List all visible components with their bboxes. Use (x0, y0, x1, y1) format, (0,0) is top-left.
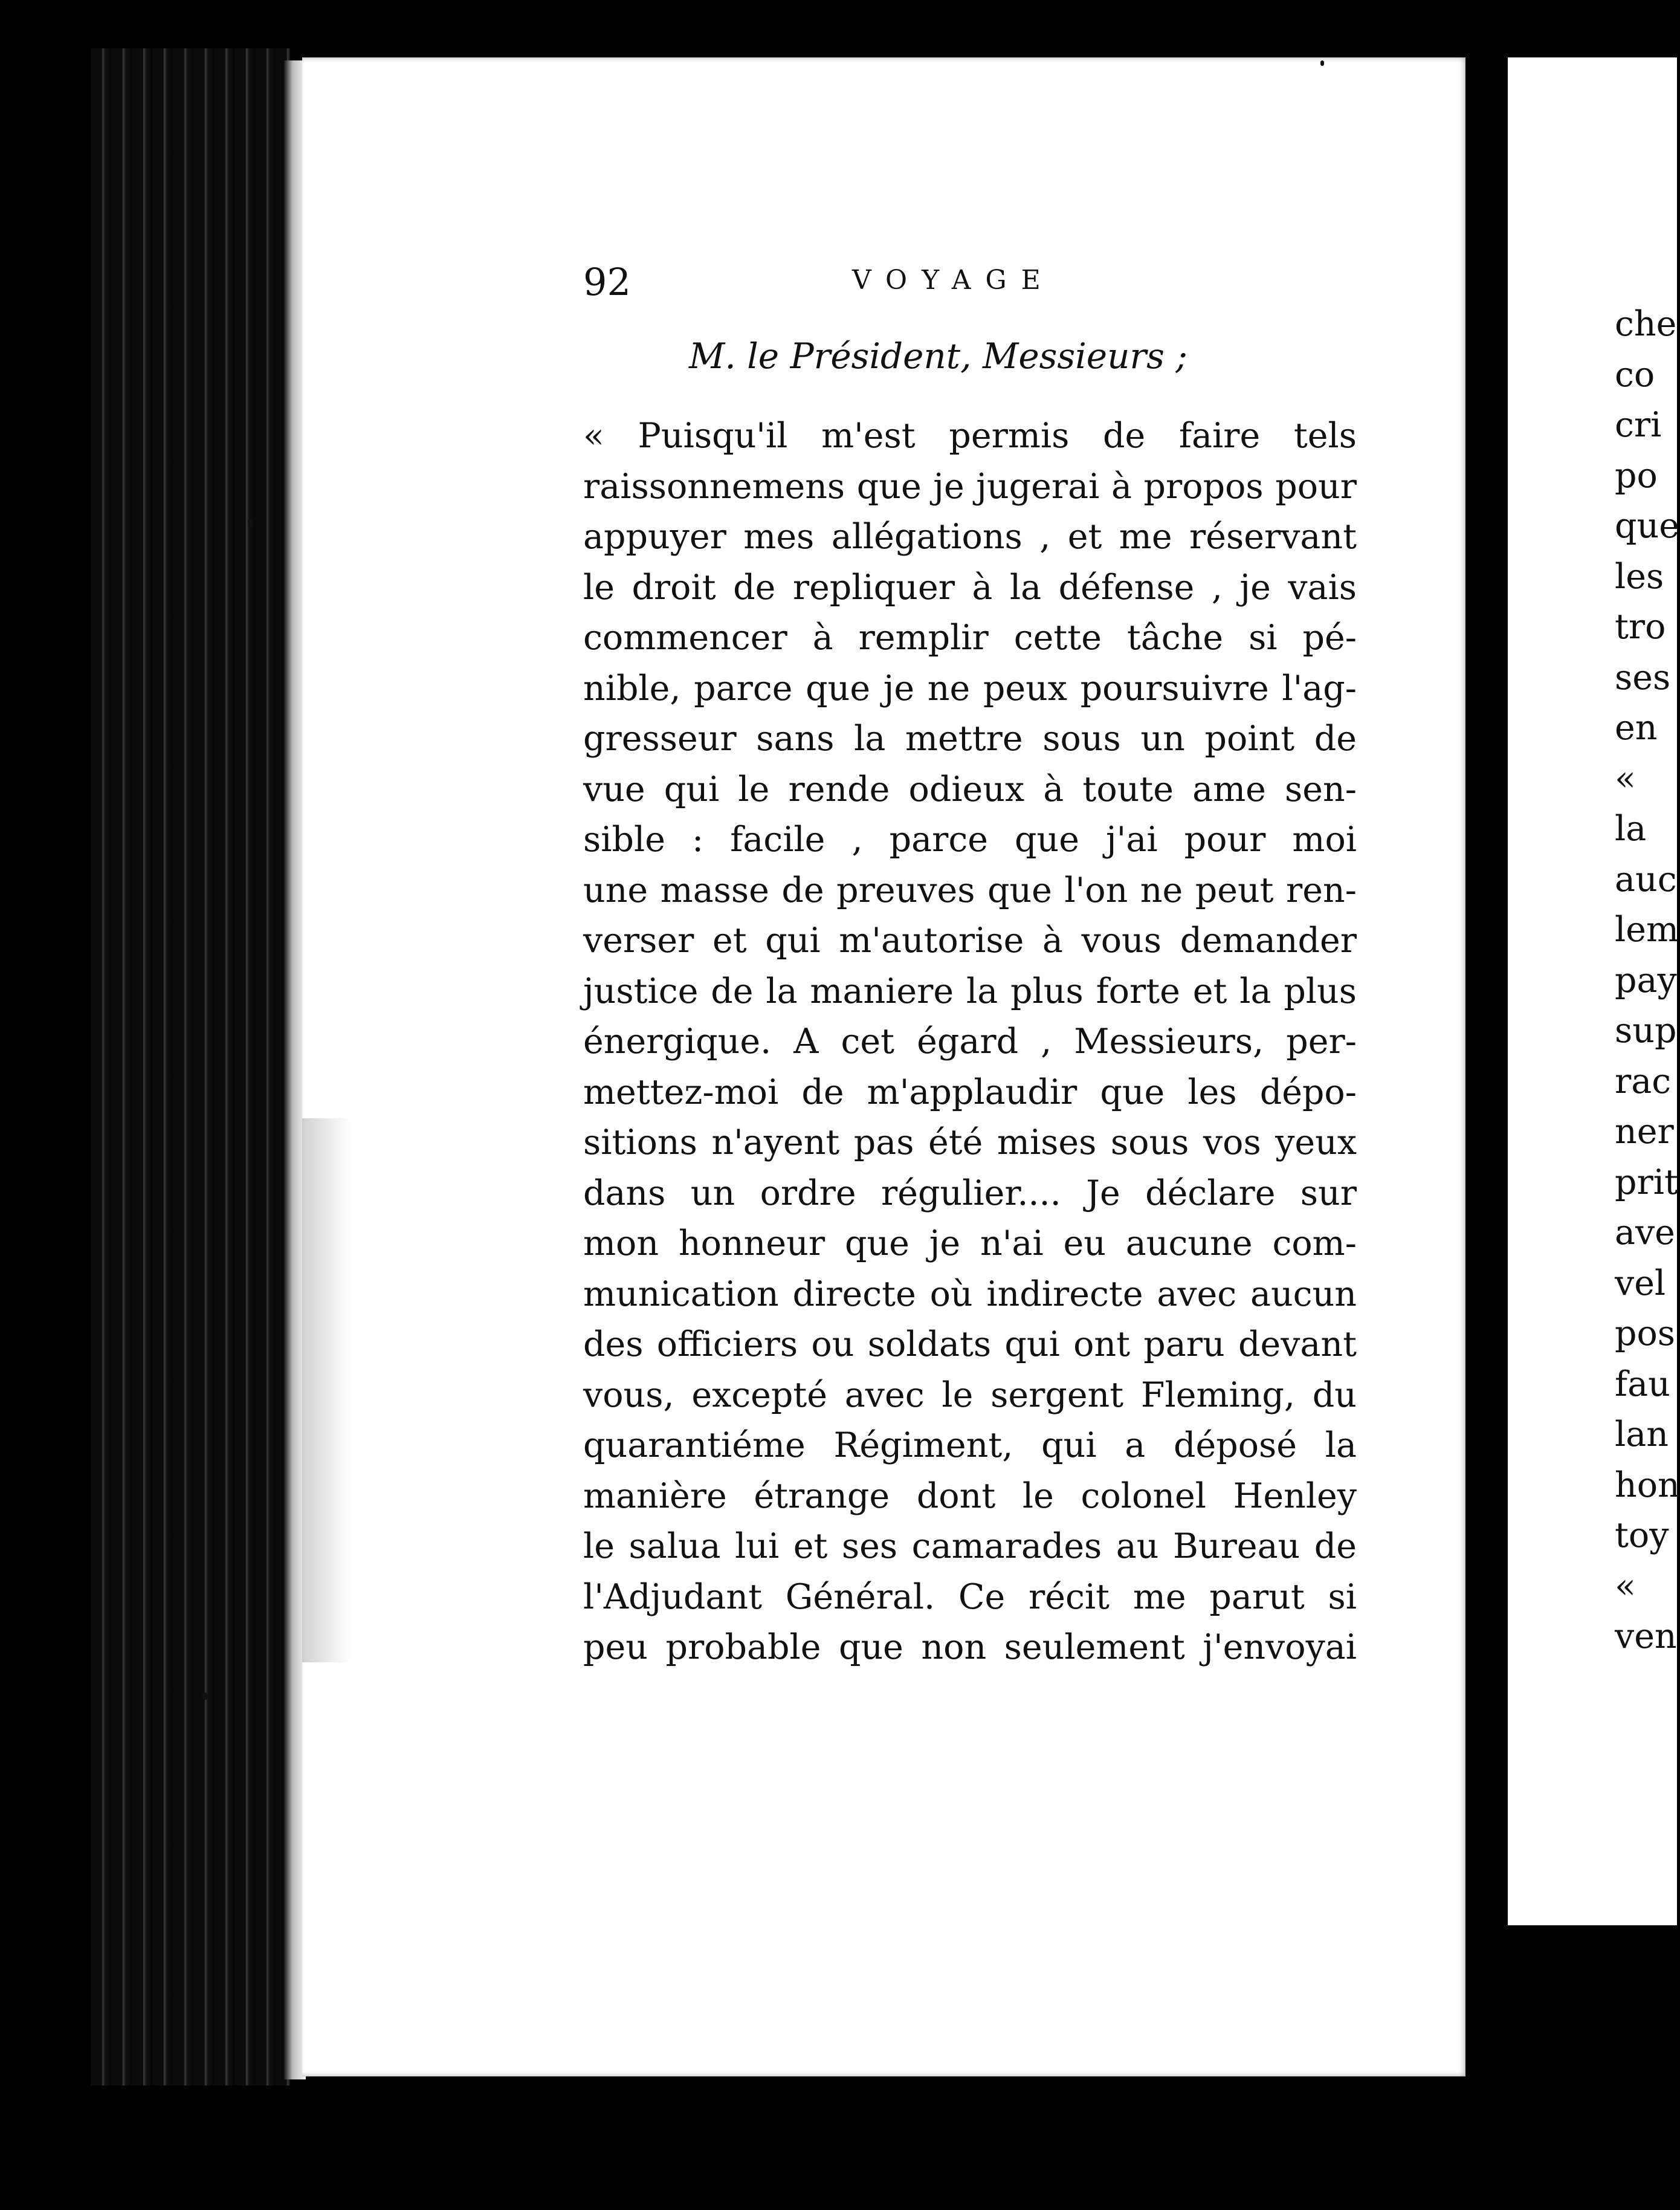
ink-speck (1320, 60, 1324, 66)
text-line: commencer à remplir cette tâche si pé- (583, 618, 1357, 658)
book-spine (91, 48, 290, 2085)
page-stain (302, 1118, 351, 1662)
text-line: raissonnemens que je jugerai à propos pour (583, 466, 1357, 507)
salutation: M. le Président, Messieurs ; (689, 335, 1187, 377)
text-line: peu probable que non seulement j'envoyai (583, 1627, 1357, 1667)
page-number: 92 (583, 260, 631, 304)
fragment: les (1615, 556, 1664, 597)
text-line: énergique. A cet égard , Messieurs, per- (583, 1022, 1357, 1061)
text-line: justice de la maniere la plus forte et la plus (583, 971, 1357, 1011)
ink-speck (248, 520, 253, 527)
fragment: sup (1615, 1011, 1677, 1051)
text-line: quarantiéme Régiment, qui a déposé la (583, 1425, 1357, 1465)
text-line: appuyer mes allégations , et me réservant (583, 517, 1357, 557)
fragment: prit (1615, 1162, 1678, 1202)
text-line: l'Adjudant Général. Ce récit me parut si (583, 1576, 1357, 1617)
fragment: cri (1615, 405, 1662, 445)
fragment: ses (1615, 657, 1671, 698)
fragment: co (1615, 354, 1655, 395)
running-title: VOYAGE (852, 265, 1055, 296)
text-line: « Puisqu'il m'est permis de faire tels (583, 416, 1357, 456)
text-line: le salua lui et ses camarades au Bureau de (583, 1526, 1357, 1566)
text-line: munication directe où indirecte avec aucun (583, 1274, 1357, 1314)
text-line: verser et qui m'autorise à vous demander (583, 921, 1357, 961)
fragment: lan (1615, 1414, 1669, 1454)
text-line: sitions n'ayent pas été mises sous vos yeux (583, 1123, 1357, 1162)
fragment: pay (1615, 960, 1677, 1000)
fragment: que (1615, 506, 1679, 546)
text-line: nible, parce que je ne peux poursuivre l'ag- (583, 668, 1357, 708)
text-line: gresseur sans la mettre sous un point de (583, 719, 1357, 759)
fragment: « (1615, 758, 1636, 799)
text-line: vue qui le rende odieux à toute ame sen- (583, 769, 1357, 809)
fragment: hon (1615, 1465, 1680, 1505)
text-line: des officiers ou soldats qui ont paru devant (583, 1324, 1357, 1364)
text-line: manière étrange dont le colonel Henley (583, 1476, 1357, 1516)
fragment: toy (1615, 1515, 1669, 1555)
text-line: sible : facile , parce que j'ai pour moi (583, 820, 1357, 860)
text-line: vous, excepté avec le sergent Fleming, du (583, 1375, 1357, 1415)
fragment: ave (1615, 1213, 1675, 1252)
fragment: po (1615, 455, 1658, 496)
ink-speck (202, 1693, 207, 1700)
fragment: lem (1615, 910, 1679, 950)
fragment: che (1615, 304, 1677, 344)
text-line: mettez-moi de m'applaudir que les dépo- (583, 1072, 1357, 1112)
fragment: pos (1615, 1314, 1676, 1353)
fragment: auc (1615, 859, 1677, 899)
fragment: vel (1615, 1263, 1666, 1303)
fragment: rac (1615, 1061, 1672, 1101)
text-line: dans un ordre régulier.... Je déclare sur (583, 1173, 1357, 1213)
book-gutter (1465, 48, 1508, 2104)
running-head (583, 260, 1079, 308)
fragment: la (1615, 809, 1647, 849)
text-line: mon honneur que je n'ai eu aucune com- (583, 1223, 1357, 1263)
fragment: tro (1615, 607, 1666, 647)
fragment: ner (1615, 1112, 1674, 1152)
body-text (583, 411, 1357, 1673)
text-line: le droit de repliquer à la défense , je vais (583, 567, 1357, 608)
text-line: une masse de preuves que l'on ne peut ren- (583, 870, 1357, 910)
fragment: « (1615, 1566, 1636, 1606)
fragment: ven (1615, 1616, 1677, 1656)
next-page-fragments (1615, 299, 1680, 1662)
fragment: en (1615, 708, 1658, 748)
fragment: fau (1615, 1364, 1670, 1404)
